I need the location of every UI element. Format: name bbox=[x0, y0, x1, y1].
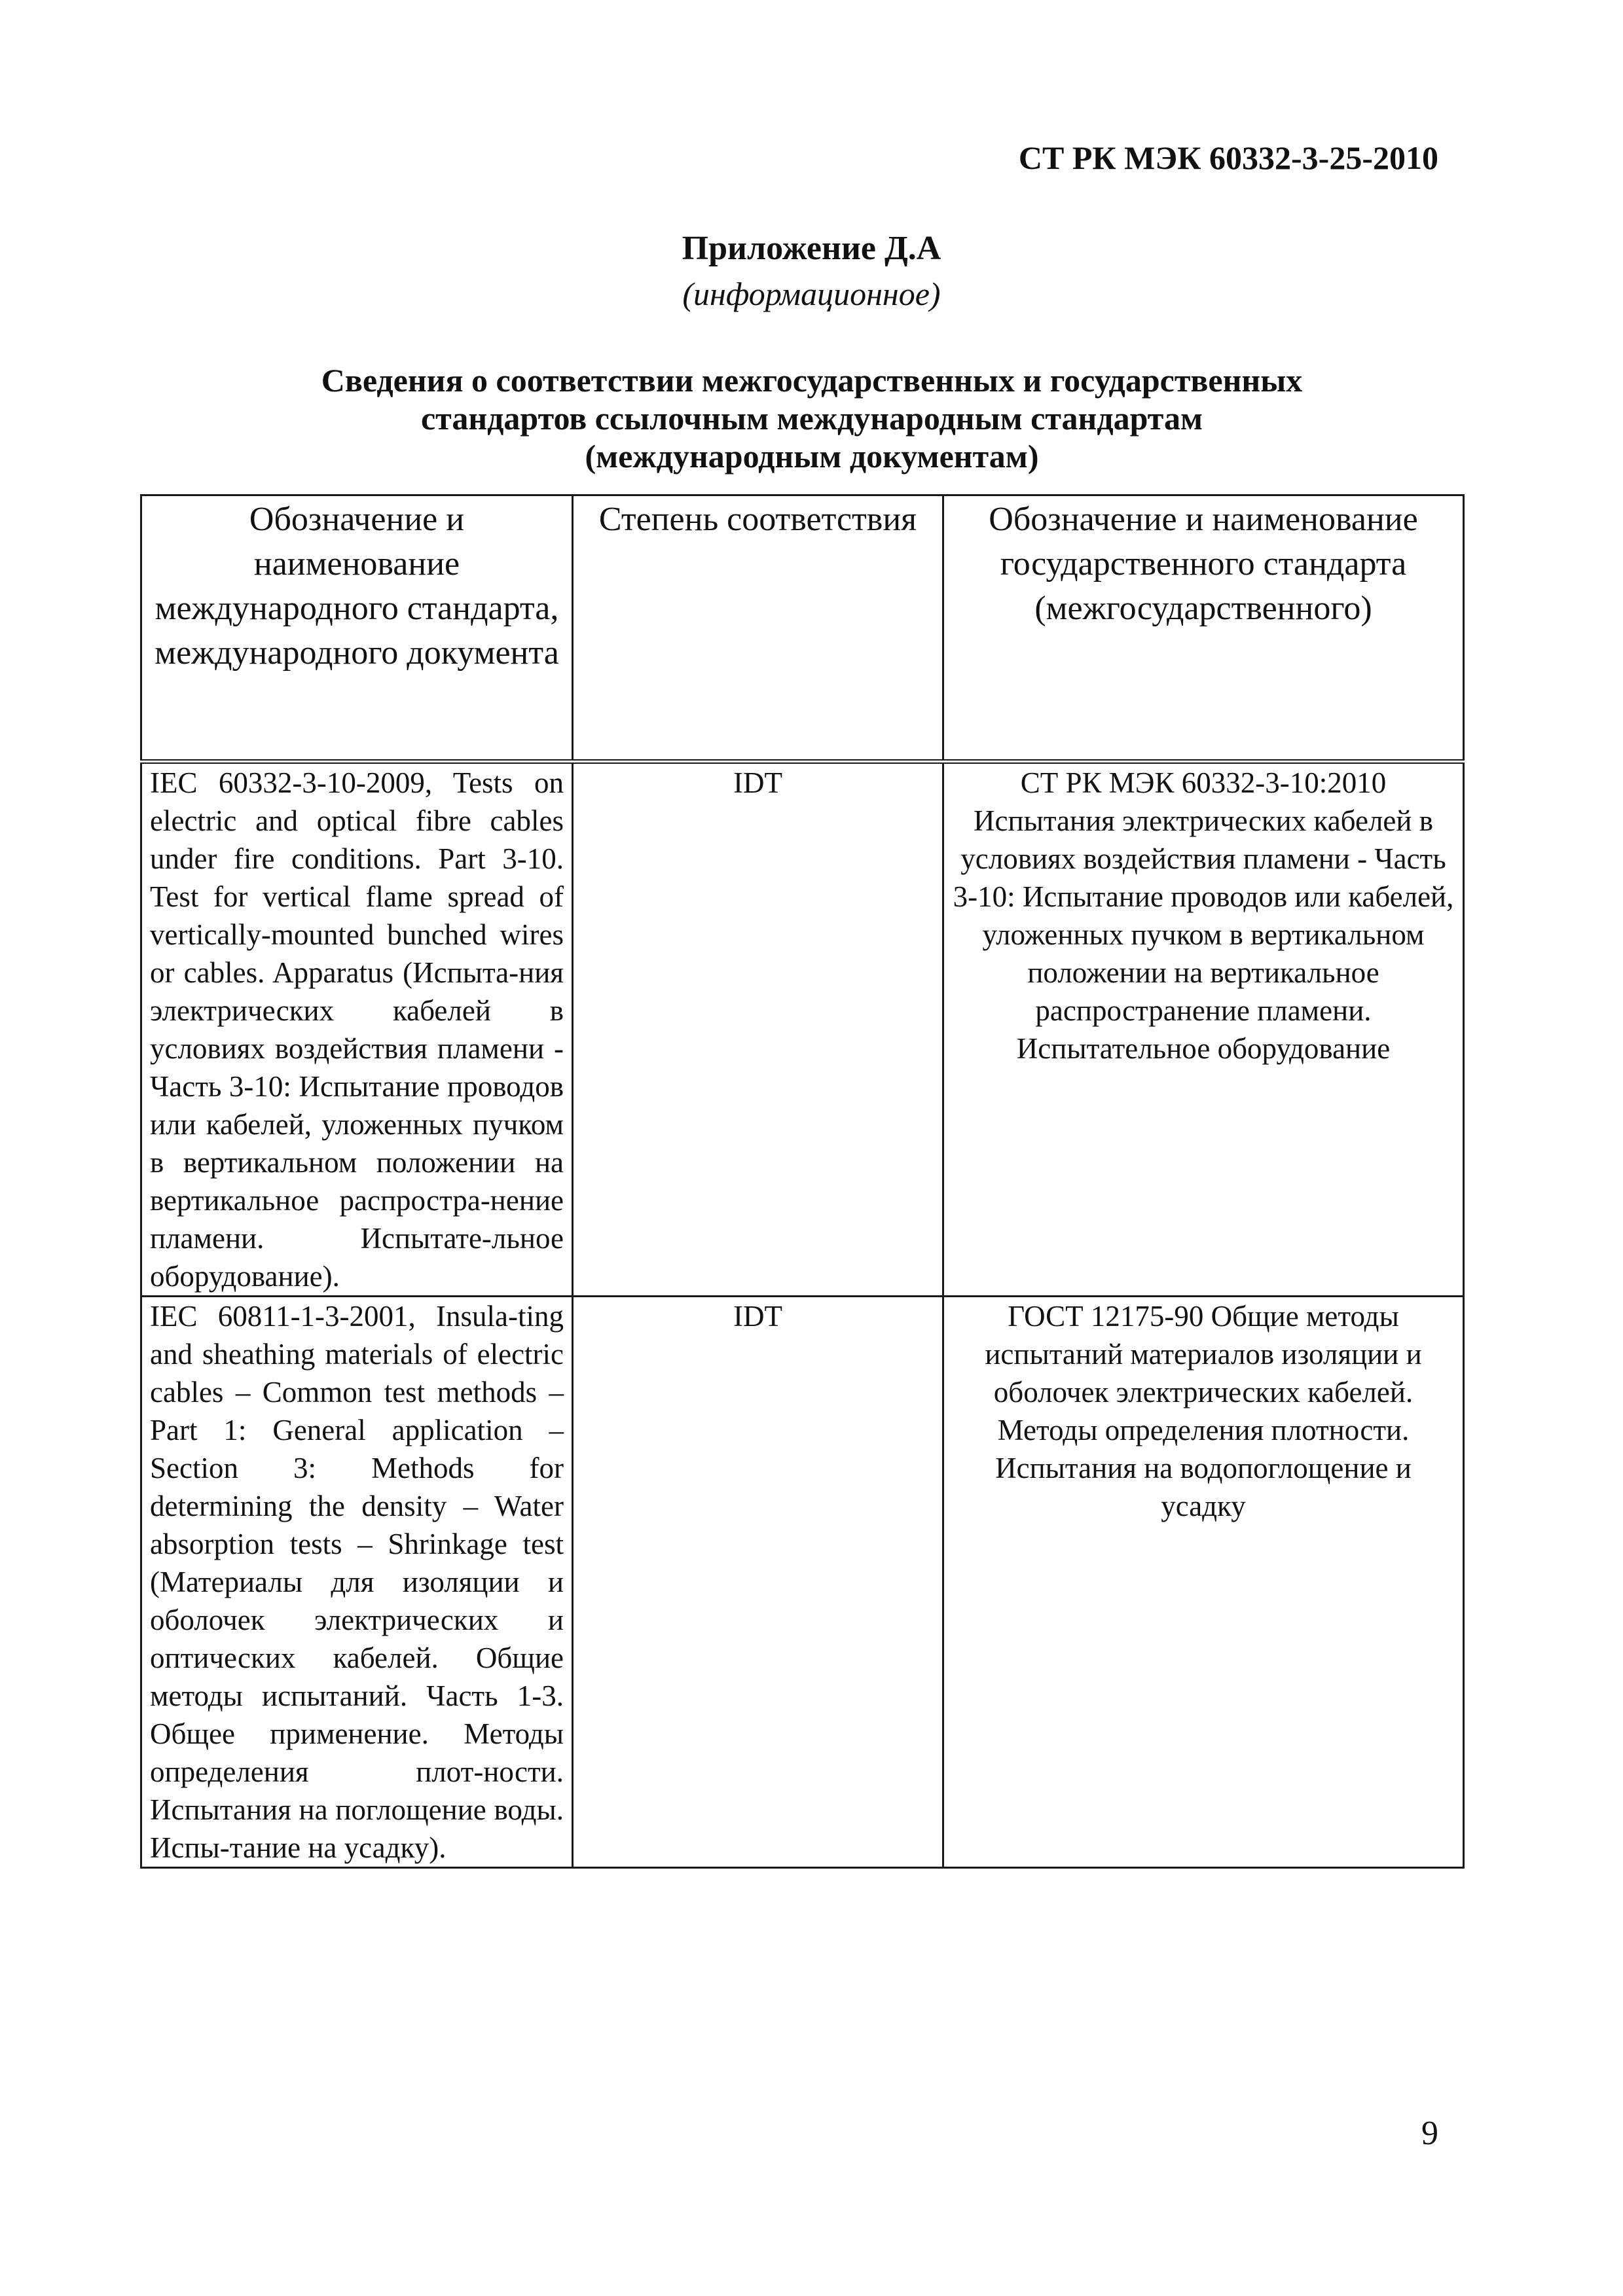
document-code: СТ РК МЭК 60332-3-25-2010 bbox=[1018, 139, 1438, 176]
appendix-subtitle: (информационное) bbox=[682, 276, 941, 312]
table-row bbox=[141, 1297, 1464, 1868]
cell-international-standard: IEC 60332-3-10-2009, Tests on electric and optical fibre cables under fire conditions. Part 3-10. Test for vertical flame spread of vertically-mounted bunched wires or cables. Apparatus (Испыта-ния электрических кабелей в условиях воздействия пламени - Часть 3-10: Испытание проводов или кабелей, уложенных пучком в вертикальном положении на вертикальное распростра-нение пламени. Испытате-льное оборудование). bbox=[141, 762, 573, 1297]
heading-line: (международным документам) bbox=[585, 438, 1039, 475]
table-row bbox=[141, 762, 1464, 1297]
section-heading bbox=[157, 361, 1467, 475]
standards-correspondence-table bbox=[140, 494, 1465, 1869]
cell-international-standard: IEC 60811-1-3-2001, Insula-ting and sheathing materials of electric cables – Common test methods – Part 1: General application – Section 3: Methods for determining the density – Water absorption tests – Shrinkage test (Материалы для изоляции и оболочек электрических и оптических кабелей. Общие методы испытаний. Часть 1-3. Общее применение. Методы определения плот-ности. Испытания на поглощение воды. Испы-тание на усадку). bbox=[141, 1297, 573, 1868]
page-number: 9 bbox=[1421, 2115, 1438, 2152]
cell-degree: IDT bbox=[573, 1297, 943, 1868]
column-header-national: Обозначение и наименование государственного стандарта (межгосударственного) bbox=[943, 495, 1464, 762]
column-header-international: Обозначение и наименование международного стандарта, международного документа bbox=[141, 495, 573, 762]
heading-line: Сведения о соответствии межгосударственных и государственных bbox=[321, 362, 1303, 399]
cell-degree: IDT bbox=[573, 762, 943, 1297]
heading-line: стандартов ссылочным международным стандартам bbox=[420, 400, 1203, 437]
appendix-title: Приложение Д.А bbox=[682, 230, 941, 267]
column-header-degree: Степень соответствия bbox=[573, 495, 943, 762]
table-header-row bbox=[141, 495, 1464, 762]
cell-national-standard: СТ РК МЭК 60332-3-10:2010 Испытания электрических кабелей в условиях воздействия пламени - Часть 3-10: Испытание проводов или кабелей, уложенных пучком в вертикальном положении на вертикальное распространение пламени. Испытательное оборудование bbox=[943, 762, 1464, 1297]
cell-national-standard: ГОСТ 12175-90 Общие методы испытаний материалов изоляции и оболочек электрических кабелей. Методы определения плотности. Испытания на водопоглощение и усадку bbox=[943, 1297, 1464, 1868]
